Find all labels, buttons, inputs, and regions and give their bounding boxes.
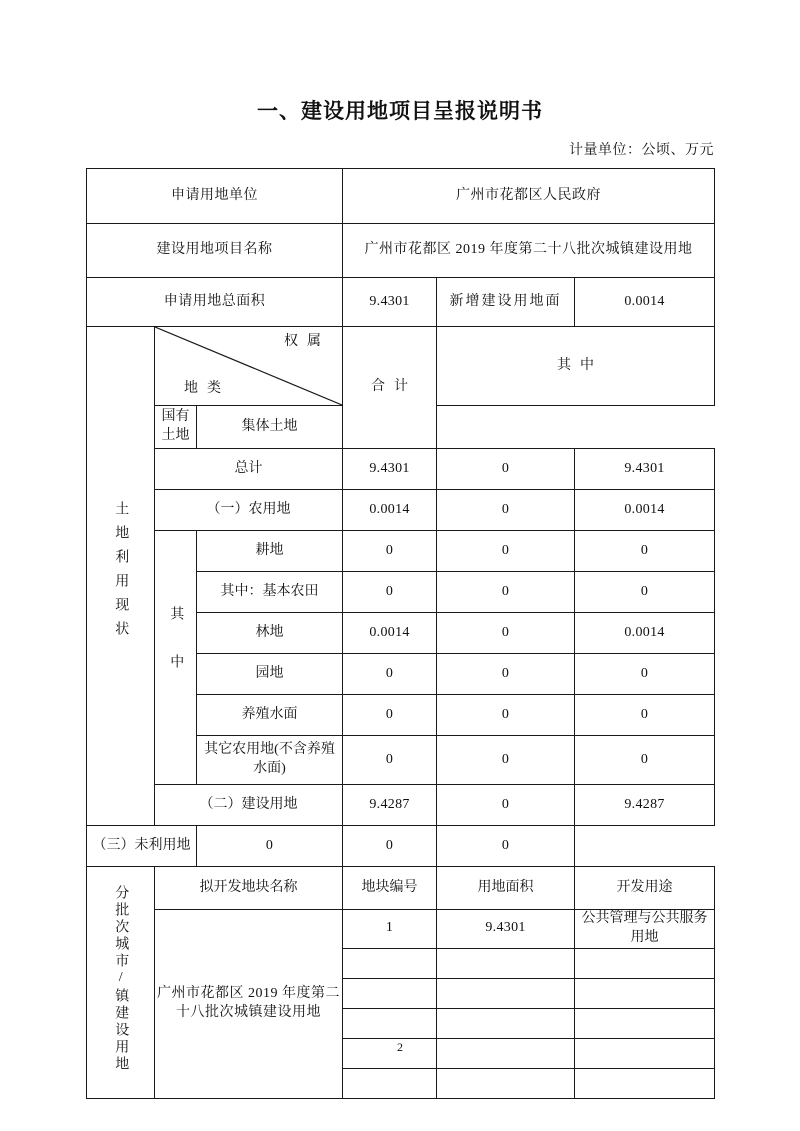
applicant-value: 广州市花都区人民政府 [343, 169, 715, 224]
new-construction-label: 新增建设用地面 [437, 278, 575, 327]
row-state-owned: 0 [437, 695, 575, 736]
table-row-dev-block [87, 910, 715, 949]
row-total: 0 [343, 695, 437, 736]
dev-block-use-header: 开发用途 [575, 867, 715, 910]
unit-note: 计量单位：公顷、万元 [569, 143, 714, 158]
row-total: 0 [343, 531, 437, 572]
dev-block-use [575, 978, 715, 1008]
applicant-label: 申请用地单位 [87, 169, 343, 224]
row-collective: 0.0014 [575, 490, 715, 531]
dev-block-no [343, 1008, 437, 1038]
row-total: 0 [343, 572, 437, 613]
row-label: 其中：基本农田 [197, 572, 343, 613]
table-row-construction-land [87, 785, 715, 826]
row-label: （一）农用地 [155, 490, 343, 531]
dev-block-no [343, 978, 437, 1008]
land-type-label: 地类 [184, 381, 230, 397]
row-collective: 0 [437, 826, 575, 867]
row-total: 9.4301 [343, 449, 437, 490]
row-collective: 9.4301 [575, 449, 715, 490]
row-state-owned: 0 [343, 826, 437, 867]
page-number: 2 [397, 1040, 403, 1054]
dev-block-name-value: 广州市花都区 2019 年度第二十八批次城镇建设用地 [155, 910, 343, 1099]
dev-block-name-header: 拟开发地块名称 [155, 867, 343, 910]
row-total: 0 [343, 736, 437, 785]
row-state-owned: 0 [437, 613, 575, 654]
page-title: 一、建设用地项目呈报说明书 [257, 99, 543, 123]
row-label: 耕地 [197, 531, 343, 572]
row-state-owned: 0 [437, 572, 575, 613]
table-row-header-top [87, 327, 715, 406]
dev-block-no-header: 地块编号 [343, 867, 437, 910]
row-collective: 0 [575, 695, 715, 736]
row-total: 9.4287 [343, 785, 437, 826]
table-row-dev-headers [87, 867, 715, 910]
row-state-owned: 0 [437, 449, 575, 490]
row-label: （二）建设用地 [155, 785, 343, 826]
dev-block-no [343, 1068, 437, 1098]
dev-block-use [575, 948, 715, 978]
land-use-report-table [86, 168, 715, 1099]
dev-block-area [437, 978, 575, 1008]
row-total: 0 [343, 654, 437, 695]
row-label: 其它农用地(不含养殖水面) [197, 736, 343, 785]
dev-section-label-cell [87, 867, 155, 1099]
row-state-owned: 0 [437, 490, 575, 531]
row-label: 林地 [197, 613, 343, 654]
row-state-owned: 0 [437, 654, 575, 695]
row-label: （三）未利用地 [87, 826, 197, 867]
dev-block-no [343, 948, 437, 978]
dev-block-area [437, 948, 575, 978]
dev-block-area [437, 1068, 575, 1098]
table-row-agricultural-land [87, 490, 715, 531]
row-label: 养殖水面 [197, 695, 343, 736]
table-row-project-name [87, 224, 715, 278]
table-row-unused-land [87, 826, 715, 867]
row-state-owned: 0 [437, 531, 575, 572]
total-area-value: 9.4301 [343, 278, 437, 327]
row-state-owned: 0 [437, 785, 575, 826]
row-total: 0.0014 [343, 490, 437, 531]
table-row-cultivated-land [87, 531, 715, 572]
total-area-label: 申请用地总面积 [87, 278, 343, 327]
row-collective: 0 [575, 736, 715, 785]
total-column-header: 合计 [343, 327, 437, 449]
among-which-section-label: 其中 [168, 606, 184, 703]
dev-section-label: 分批次城市/镇建设用地 [113, 884, 129, 1073]
ownership-landtype-header [155, 327, 343, 406]
dev-block-area-header: 用地面积 [437, 867, 575, 910]
dev-block-no: 1 [343, 910, 437, 949]
row-collective: 0 [575, 531, 715, 572]
among-which-header: 其中 [437, 327, 715, 406]
dev-block-area [437, 1008, 575, 1038]
table-row-grand-total [87, 449, 715, 490]
table-row-applicant [87, 169, 715, 224]
row-total: 0 [197, 826, 343, 867]
row-total: 0.0014 [343, 613, 437, 654]
row-label: 总计 [155, 449, 343, 490]
dev-block-use: 公共管理与公共服务用地 [575, 910, 715, 949]
row-collective: 9.4287 [575, 785, 715, 826]
collective-land-header: 集体土地 [197, 406, 343, 449]
land-use-section-label-cell [87, 327, 155, 826]
among-which-section-label-cell [155, 531, 197, 785]
project-name-value: 广州市花都区 2019 年度第二十八批次城镇建设用地 [343, 224, 715, 278]
dev-block-area: 9.4301 [437, 910, 575, 949]
row-collective: 0 [575, 572, 715, 613]
row-collective: 0.0014 [575, 613, 715, 654]
state-owned-header: 国有土地 [155, 406, 197, 449]
dev-block-use [575, 1008, 715, 1038]
row-label: 园地 [197, 654, 343, 695]
ownership-label: 权属 [284, 334, 331, 349]
new-construction-value: 0.0014 [575, 278, 715, 327]
project-name-label: 建设用地项目名称 [87, 224, 343, 278]
dev-block-use [575, 1068, 715, 1098]
row-state-owned: 0 [437, 736, 575, 785]
table-row-total-area [87, 278, 715, 327]
land-use-section-label: 土地利用现状 [113, 500, 129, 645]
row-collective: 0 [575, 654, 715, 695]
